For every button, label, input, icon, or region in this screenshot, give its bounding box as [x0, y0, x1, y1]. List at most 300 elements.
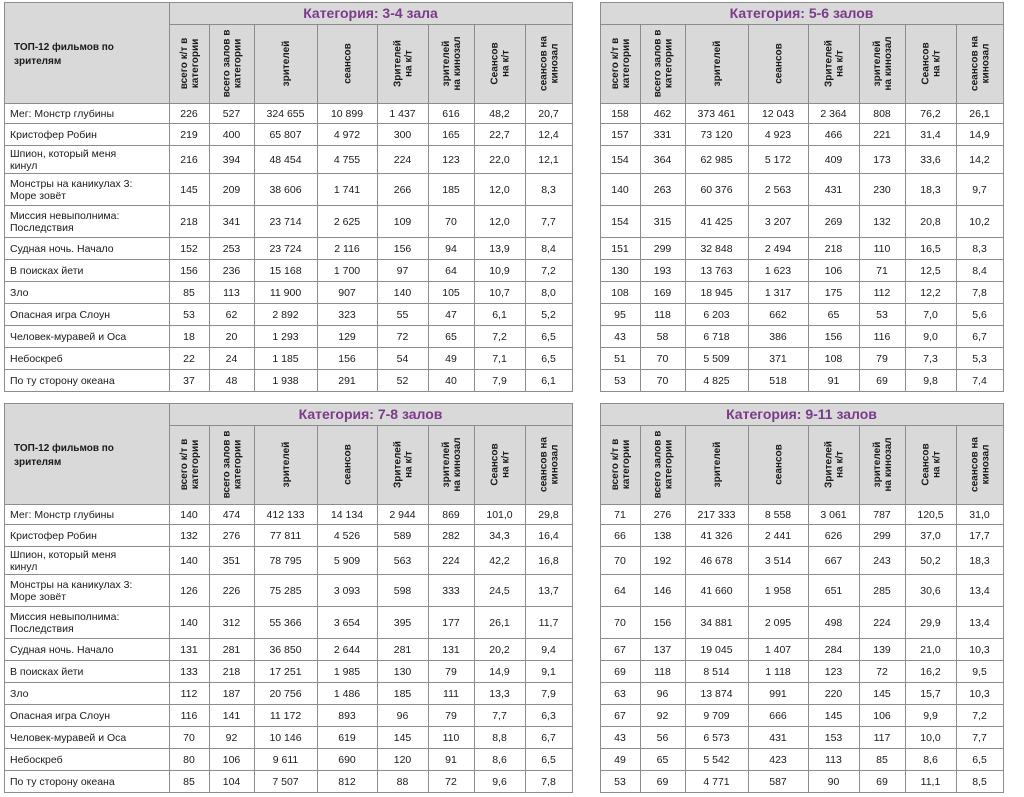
cell-value: 42,2 — [489, 555, 510, 567]
cell-value: 30,6 — [920, 585, 941, 597]
cell-value: 373 461 — [697, 108, 736, 120]
cell-value: 187 — [222, 688, 241, 700]
category-title: Категория: 9-11 залов — [726, 406, 877, 422]
cell-value: 9 709 — [703, 710, 730, 722]
panel-9-11 — [600, 403, 1020, 795]
cell-value: 40 — [445, 375, 457, 387]
cell-value: 53 — [614, 776, 626, 788]
cell-value: 69 — [876, 776, 888, 788]
cell-value: 6 573 — [703, 732, 730, 744]
cell-value: 323 — [338, 309, 356, 321]
cell-value: 139 — [873, 644, 891, 656]
cell-value: 96 — [656, 688, 669, 700]
column-header-label: на к/т — [834, 450, 846, 479]
cell-value: 6,5 — [972, 754, 987, 766]
column-header-label: всего залов в — [652, 29, 664, 98]
cell-value: 130 — [393, 666, 412, 678]
cell-value: 48 — [225, 375, 238, 387]
cell-value: 8,4 — [541, 243, 556, 255]
cell-value: 17,7 — [969, 530, 990, 542]
cell-value: 10,0 — [920, 732, 941, 744]
film-header-line: ТОП-12 фильмов по — [14, 42, 114, 53]
cell-value: 5 172 — [764, 154, 792, 166]
cell-value: 1 293 — [272, 331, 299, 343]
cell-value: 56 — [656, 732, 669, 744]
cell-value: 69 — [876, 375, 888, 387]
cell-value: 70 — [183, 732, 195, 744]
cell-value: 216 — [180, 154, 198, 166]
cell-value: 78 795 — [269, 555, 302, 567]
column-header-label: зрителей — [712, 441, 723, 488]
cell-value: 299 — [653, 243, 672, 255]
column-header-label: категории — [232, 38, 244, 89]
cell-value: 22 — [183, 353, 195, 365]
cell-value: 6,1 — [541, 375, 556, 387]
cell-value: 76,2 — [920, 108, 941, 120]
cell-value: 690 — [338, 754, 356, 766]
column-header-label: всего к/т в — [610, 438, 621, 491]
cell-value: 11,7 — [538, 617, 559, 629]
column-header-label: сеансов на — [538, 36, 550, 91]
cell-value: 7,7 — [972, 732, 987, 744]
cell-value: 37,0 — [920, 530, 941, 542]
cell-value: 20 — [225, 331, 238, 343]
cell-value: 598 — [393, 585, 412, 597]
panel-5-6 — [600, 2, 1020, 394]
cell-value: 431 — [769, 732, 787, 744]
cell-value: 177 — [442, 617, 460, 629]
cell-value: 371 — [769, 353, 787, 365]
film-name: Человек-муравей и Оса — [10, 732, 127, 744]
cell-value: 7,7 — [541, 216, 556, 228]
cell-value: 285 — [873, 585, 891, 597]
cell-value: 53 — [876, 309, 888, 321]
cell-value: 253 — [222, 243, 241, 255]
film-name: Последствия — [10, 623, 74, 635]
cell-value: 315 — [653, 216, 672, 228]
cell-value: 29,8 — [538, 509, 559, 521]
cell-value: 13,4 — [969, 617, 990, 629]
column-header-label: категории — [621, 439, 632, 490]
cell-value: 1 407 — [764, 644, 792, 656]
column-header-label: сеансов — [773, 444, 785, 485]
cell-value: 141 — [222, 710, 241, 722]
column-header-label: зрителей — [441, 40, 452, 87]
cell-value: 65 — [827, 309, 840, 321]
cell-value: 130 — [611, 265, 629, 277]
cell-value: 137 — [653, 644, 672, 656]
cell-value: 243 — [873, 555, 891, 567]
cell-value: 263 — [653, 184, 672, 196]
cell-value: 9,7 — [972, 184, 987, 196]
cell-value: 71 — [614, 509, 626, 521]
cell-value: 11,1 — [920, 776, 941, 788]
cell-value: 4 526 — [333, 530, 361, 542]
cell-value: 97 — [396, 265, 409, 277]
cell-value: 589 — [393, 530, 412, 542]
film-name: Море зовёт — [10, 591, 67, 603]
cell-value: 431 — [824, 184, 843, 196]
cell-value: 10 146 — [269, 732, 302, 744]
film-name: Последствия — [10, 222, 74, 234]
column-header-label: зрителей — [281, 441, 292, 488]
cell-value: 138 — [653, 530, 672, 542]
column-header-label: категории — [663, 439, 675, 490]
cell-value: 20 756 — [269, 688, 302, 700]
cell-value: 563 — [393, 555, 412, 567]
cell-value: 85 — [183, 776, 195, 788]
cell-value: 36 850 — [269, 644, 302, 656]
column-header-label: всего залов в — [221, 29, 233, 98]
cell-value: 7,2 — [972, 710, 987, 722]
cell-value: 409 — [824, 154, 843, 166]
cell-value: 6,3 — [541, 710, 556, 722]
cell-value: 64 — [445, 265, 457, 277]
cell-value: 1 958 — [764, 585, 792, 597]
film-name: Монстры на каникулах 3: — [10, 579, 133, 591]
cell-value: 79 — [445, 710, 457, 722]
cell-value: 219 — [180, 129, 198, 141]
cell-value: 31,0 — [969, 509, 990, 521]
cell-value: 616 — [442, 108, 460, 120]
film-name: В поисках йети — [10, 265, 84, 277]
film-name: кинул — [10, 160, 38, 172]
cell-value: 14 134 — [330, 509, 364, 521]
film-header-cell — [5, 3, 170, 104]
column-header-label: на к/т — [931, 49, 943, 78]
cell-value: 72 — [396, 331, 409, 343]
cell-value: 31,4 — [920, 129, 941, 141]
cell-value: 11 900 — [269, 287, 302, 299]
cell-value: 11 172 — [269, 710, 302, 722]
cell-value: 104 — [222, 776, 241, 788]
cell-value: 394 — [222, 154, 241, 166]
cell-value: 49 — [445, 353, 457, 365]
cell-value: 20,2 — [489, 644, 510, 656]
cell-value: 154 — [611, 154, 629, 166]
column-header-label: сеансов на — [969, 437, 981, 492]
category-title: Категория: 5-6 залов — [729, 5, 874, 21]
cell-value: 165 — [442, 129, 460, 141]
cell-value: 16,4 — [538, 530, 559, 542]
cell-value: 53 — [614, 375, 626, 387]
film-name: Опасная игра Слоун — [10, 710, 111, 722]
cell-value: 112 — [180, 688, 198, 700]
cell-value: 666 — [769, 710, 787, 722]
column-header-label: категории — [663, 38, 675, 89]
cell-value: 173 — [873, 154, 891, 166]
cell-value: 9,1 — [541, 666, 556, 678]
cell-value: 6 203 — [703, 309, 730, 321]
cell-value: 156 — [338, 353, 356, 365]
cell-value: 218 — [222, 666, 241, 678]
cell-value: 24 — [225, 353, 238, 365]
cell-value: 106 — [824, 265, 843, 277]
cell-value: 47 — [445, 309, 457, 321]
cell-value: 423 — [769, 754, 787, 766]
cell-value: 24,5 — [489, 585, 510, 597]
cell-value: 8,3 — [541, 184, 556, 196]
cell-value: 77 811 — [269, 530, 302, 542]
cell-value: 175 — [824, 287, 843, 299]
cell-value: 105 — [442, 287, 460, 299]
cell-value: 18 — [183, 331, 195, 343]
cell-value: 333 — [442, 585, 460, 597]
column-header-label: Зрителей — [392, 40, 404, 87]
column-header-label: на к/т — [500, 49, 512, 78]
cell-value: 108 — [824, 353, 843, 365]
cell-value: 17 251 — [269, 666, 302, 678]
cell-value: 9,5 — [972, 666, 987, 678]
film-header-cell — [5, 404, 170, 505]
cell-value: 60 376 — [700, 184, 733, 196]
cell-value: 101,0 — [486, 509, 513, 521]
cell-value: 662 — [769, 309, 787, 321]
cell-value: 43 — [614, 732, 626, 744]
column-header-label: категории — [621, 38, 632, 89]
cell-value: 5,6 — [972, 309, 987, 321]
table-5-6 — [600, 2, 1020, 394]
cell-value: 6,5 — [541, 331, 556, 343]
cell-value: 2 095 — [764, 617, 792, 629]
cell-value: 7,9 — [541, 688, 556, 700]
cell-value: 991 — [769, 688, 787, 700]
cell-value: 15,7 — [920, 688, 941, 700]
column-header-label: кинозал — [549, 444, 561, 485]
cell-value: 474 — [222, 509, 241, 521]
cell-value: 281 — [393, 644, 412, 656]
cell-value: 14,2 — [969, 154, 990, 166]
cell-value: 23 714 — [269, 216, 302, 228]
cell-value: 400 — [222, 129, 241, 141]
cell-value: 18 945 — [700, 287, 733, 299]
film-name: Мег: Монстр глубины — [10, 509, 115, 521]
cell-value: 46 678 — [700, 555, 733, 567]
film-name: Зло — [10, 287, 29, 299]
cell-value: 53 — [183, 309, 195, 321]
cell-value: 92 — [656, 710, 669, 722]
cell-value: 13 874 — [700, 688, 733, 700]
film-name: Кристофер Робин — [10, 530, 97, 542]
cell-value: 140 — [611, 184, 629, 196]
film-header-line: ТОП-12 фильмов по — [14, 443, 114, 454]
cell-value: 55 366 — [269, 617, 302, 629]
table-9-11 — [600, 403, 1020, 795]
cell-value: 92 — [225, 732, 238, 744]
cell-value: 48 454 — [269, 154, 302, 166]
cell-value: 88 — [396, 776, 409, 788]
cell-value: 153 — [824, 732, 843, 744]
film-name: Кристофер Робин — [10, 129, 97, 141]
cell-value: 312 — [222, 617, 241, 629]
cell-value: 94 — [445, 243, 457, 255]
cell-value: 651 — [824, 585, 843, 597]
cell-value: 8,8 — [492, 732, 507, 744]
column-header-label: всего к/т в — [610, 37, 621, 90]
cell-value: 140 — [180, 555, 198, 567]
cell-value: 193 — [653, 265, 672, 277]
cell-value: 106 — [222, 754, 241, 766]
cell-value: 787 — [873, 509, 891, 521]
cell-value: 7,2 — [541, 265, 556, 277]
cell-value: 140 — [180, 509, 198, 521]
cell-value: 70 — [656, 353, 669, 365]
cell-value: 6,5 — [541, 754, 556, 766]
cell-value: 217 333 — [697, 509, 736, 521]
cell-value: 75 285 — [269, 585, 302, 597]
cell-value: 5,3 — [972, 353, 987, 365]
cell-value: 123 — [824, 666, 843, 678]
column-header-label: на к/т — [500, 450, 512, 479]
cell-value: 224 — [393, 154, 412, 166]
cell-value: 7,8 — [972, 287, 987, 299]
cell-value: 2 494 — [764, 243, 792, 255]
cell-value: 156 — [824, 331, 843, 343]
cell-value: 10,3 — [969, 644, 990, 656]
column-header-label: сеансов — [342, 444, 354, 485]
cell-value: 120 — [393, 754, 412, 766]
cell-value: 140 — [180, 617, 198, 629]
cell-value: 10,3 — [969, 688, 990, 700]
cell-value: 386 — [769, 331, 787, 343]
cell-value: 626 — [824, 530, 843, 542]
cell-value: 7 507 — [272, 776, 299, 788]
column-header-label: зрителей — [872, 441, 883, 488]
cell-value: 8,5 — [972, 776, 987, 788]
cell-value: 221 — [873, 129, 891, 141]
film-name: Миссия невыполнима: — [10, 611, 120, 623]
cell-value: 6,1 — [492, 309, 507, 321]
cell-value: 43 — [614, 331, 626, 343]
cell-value: 9 611 — [272, 754, 299, 766]
cell-value: 70 — [656, 375, 669, 387]
film-name: По ту сторону океана — [10, 776, 115, 788]
cell-value: 158 — [611, 108, 629, 120]
column-header-label: на к/т — [834, 49, 846, 78]
film-name: Шпион, который меня — [10, 549, 117, 561]
cell-value: 131 — [442, 644, 460, 656]
cell-value: 12,1 — [538, 154, 559, 166]
cell-value: 110 — [873, 243, 891, 255]
column-header-label: сеансов — [773, 43, 785, 84]
cell-value: 1 985 — [333, 666, 361, 678]
cell-value: 18,3 — [920, 184, 941, 196]
cell-value: 667 — [824, 555, 843, 567]
cell-value: 587 — [769, 776, 787, 788]
cell-value: 7,0 — [923, 309, 938, 321]
cell-value: 619 — [338, 732, 356, 744]
cell-value: 351 — [222, 555, 241, 567]
cell-value: 118 — [654, 309, 671, 321]
cell-value: 151 — [611, 243, 629, 255]
cell-value: 116 — [180, 710, 198, 722]
cell-value: 146 — [653, 585, 672, 597]
cell-value: 266 — [393, 184, 412, 196]
cell-value: 79 — [445, 666, 457, 678]
cell-value: 12,4 — [538, 129, 559, 141]
cell-value: 2 441 — [764, 530, 792, 542]
cell-value: 63 — [614, 688, 626, 700]
cell-value: 67 — [614, 710, 626, 722]
cell-value: 145 — [824, 710, 843, 722]
cell-value: 7,4 — [972, 375, 987, 387]
cell-value: 13 763 — [700, 265, 733, 277]
cell-value: 70 — [614, 555, 626, 567]
cell-value: 8,3 — [972, 243, 987, 255]
cell-value: 4 923 — [764, 129, 792, 141]
cell-value: 412 133 — [266, 509, 305, 521]
column-header-label: Зрителей — [392, 441, 404, 488]
cell-value: 13,9 — [489, 243, 510, 255]
cell-value: 2 116 — [334, 243, 360, 255]
film-name: Небоскреб — [10, 353, 63, 365]
cell-value: 108 — [611, 287, 629, 299]
cell-value: 224 — [442, 555, 460, 567]
cell-value: 9,8 — [923, 375, 938, 387]
cell-value: 7,9 — [492, 375, 507, 387]
cell-value: 51 — [614, 353, 626, 365]
cell-value: 67 — [614, 644, 626, 656]
cell-value: 65 — [656, 754, 669, 766]
panel-3-4 — [4, 2, 583, 394]
table-3-4 — [4, 2, 583, 394]
cell-value: 1 938 — [272, 375, 299, 387]
cell-value: 812 — [338, 776, 356, 788]
film-name: Монстры на каникулах 3: — [10, 178, 133, 190]
cell-value: 117 — [873, 732, 891, 744]
cell-value: 55 — [396, 309, 409, 321]
film-header-line: зрителям — [14, 56, 62, 67]
cell-value: 118 — [654, 666, 671, 678]
cell-value: 133 — [180, 666, 198, 678]
cell-value: 3 654 — [333, 617, 361, 629]
cell-value: 4 755 — [333, 154, 361, 166]
cell-value: 157 — [611, 129, 629, 141]
cell-value: 224 — [873, 617, 891, 629]
film-name: Шпион, который меня — [10, 148, 117, 160]
cell-value: 218 — [824, 243, 843, 255]
cell-value: 66 — [614, 530, 626, 542]
cell-value: 72 — [876, 666, 888, 678]
cell-value: 341 — [222, 216, 241, 228]
cell-value: 2 892 — [272, 309, 299, 321]
cell-value: 22,7 — [489, 129, 510, 141]
cell-value: 185 — [393, 688, 412, 700]
column-header-label: Зрителей — [823, 441, 835, 488]
cell-value: 80 — [183, 754, 195, 766]
cell-value: 32 848 — [700, 243, 733, 255]
cell-value: 2 563 — [764, 184, 792, 196]
cell-value: 21,0 — [920, 644, 941, 656]
cell-value: 129 — [338, 331, 356, 343]
cell-value: 111 — [443, 688, 459, 700]
cell-value: 8 558 — [764, 509, 792, 521]
cell-value: 4 771 — [703, 776, 730, 788]
cell-value: 69 — [614, 666, 626, 678]
cell-value: 331 — [653, 129, 672, 141]
cell-value: 52 — [396, 375, 409, 387]
cell-value: 8,4 — [972, 265, 987, 277]
cell-value: 808 — [873, 108, 891, 120]
cell-value: 12 043 — [761, 108, 795, 120]
cell-value: 300 — [393, 129, 412, 141]
cell-value: 2 364 — [820, 108, 847, 120]
cell-value: 110 — [442, 732, 460, 744]
cell-value: 145 — [180, 184, 198, 196]
film-name: Судная ночь. Начало — [10, 644, 114, 656]
table-7-8 — [4, 403, 583, 795]
cell-value: 299 — [873, 530, 891, 542]
